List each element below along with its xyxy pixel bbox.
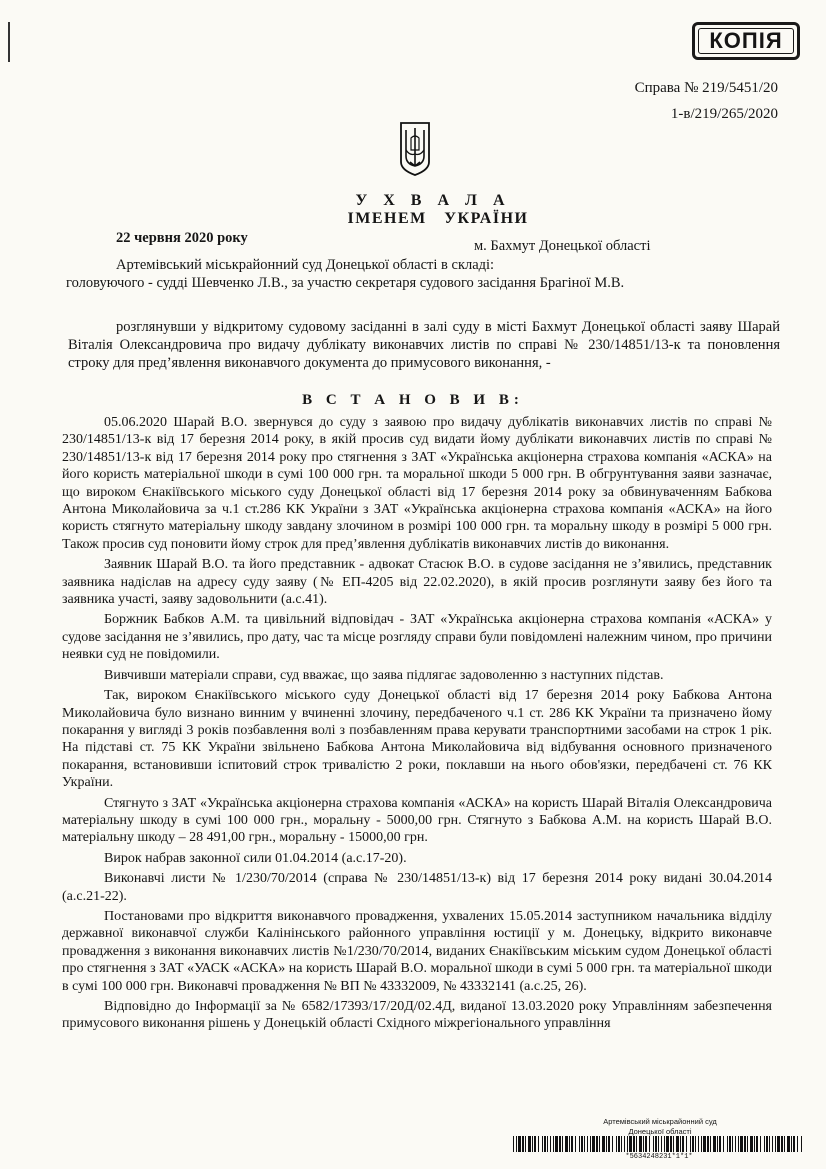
footer-court-line: Артемівський міськрайонний суд [603,1117,717,1126]
copy-stamp: КОПІЯ [692,22,800,60]
paragraph: Так, вироком Єнакіївського міського суду Донецької області від 17 березня 2014 року Бабкова Антона Миколайовича було визнано винним у вчиненні злочину, передбаченого ч.1 ст. 286 КК України та призначено йому покарання у вигляді 3 років позбавлення волі з позбавленням права керувати транспортними засобами на строк 1 рік. На підставі ст. 75 КК України звільнено Бабкова Антона Миколайовича від відбування основного призначеного покарання, встановивши іспитовий строк тривалістю 2 роки, поклавши на нього обов'язки, передбачені ст. 76 КК України. [62,688,772,791]
barcode-number: *5634248231*1*1* [625,1153,693,1161]
paragraph: Виконавчі листи № 1/230/70/2014 (справа № 230/14851/13-к) від 17 березня 2014 року видані 30.04.2014 (а.с.21-22). [62,871,772,904]
considered-block [68,318,780,372]
section-heading: В С Т А Н О В И В: [302,392,524,408]
trident-emblem-icon [398,120,432,176]
decision-date: 22 червня 2020 року [116,230,248,246]
document-type-title: У Х В А Л А [355,192,511,209]
footer-court-line: Донецької області [628,1127,692,1136]
paragraph: Відповідно до Інформації за № 6582/17393/17/20Д/02.4Д, виданої 13.03.2020 року Управлінням забезпечення примусового виконання рішень у Донецькій області Східного міжрегіонального управління [62,999,772,1032]
scan-edge-mark [8,22,10,62]
decision-city: м. Бахмут Донецької області [474,238,651,254]
court-composition [68,256,780,292]
barcode-icon [513,1136,805,1152]
paragraph: Постановами про відкриття виконавчого провадження, ухвалених 15.05.2014 заступником начальника відділу державної виконавчої служби Калінінського районного управління юстиції у м. Донецьку, відкрито виконавче провадження з виконання виконавчих листів №1/230/70/2014, виданих Єнакіївським міським судом Донецької області про стягнення з ЗАТ «УАСК «АСКА» на користь Шарай В.О. моральної шкоди в сумі 5 000 грн. та матеріальної шкоди в сумі 100 000 грн. Виконавчі провадження № ВП № 43332009, № 43332141 (а.с.25, 26). [62,908,772,994]
decision-body [62,414,772,1033]
footer-court-name [565,1117,755,1137]
court-composition-line: головуючого - судді Шевченко Л.В., за участю секретаря судового засідання Брагіної М.В. [66,275,625,291]
paragraph: 05.06.2020 Шарай В.О. звернувся до суду з заявою про видачу дублікатів виконавчих листів по справі № 230/14851/13-к від 17 березня 2014 року, в якій просив суд видати йому дублікати виконавчих листів по справі № 230/14851/13-к від 17 березня 2014 року про стягнення з ЗАТ «Українська акціонерна страхова компанія «АСКА» на його користь матеріальної шкоди в сумі 100 000 грн. та моральної шкоди 5 000 грн. В обгрунтування заяви зазначає, що вироком Єнакіївського міського суду Донецької області від 17 березня 2014 року за обвинуваченням Бабкова Антона Миколайовича за ч.1 ст.286 КК України з ЗАТ «Українська акціонерна страхова компанія «АСКА» на його користь стягнуто матеріальну шкоду завдану злочином в розмірі 100 000 грн. та моральну шкоду в розмірі 5 000 грн. Також просив суд поновити йому строк для пред’явлення дублікатів виконавчих листів до виконання. [62,415,772,552]
paragraph: Вивчивши матеріали справи, суд вважає, що заява підлягає задоволенню з наступних підстав. [104,667,664,683]
case-number: Справа № 219/5451/20 [634,80,778,96]
court-composition-line: Артемівський міськрайонний суд Донецької області в складі: [116,257,495,273]
paragraph: Стягнуто з ЗАТ «Українська акціонерна страхова компанія «АСКА» на користь Шарай Віталія Олександровича матеріальну шкоду в сумі 100 000 грн., моральну - 5000,00 грн. Стягнуто з Бабкова А.М. на користь Шарай В.О. матеріальну шкоду – 28 491,00 грн., моральну - 15000,00 грн. [62,795,772,846]
document-subtitle: ІМЕНЕМ УКРАЇНИ [347,210,529,227]
paragraph: Боржник Бабков А.М. та цивільний відповідач - ЗАТ «Українська акціонерна страхова компанія «АСКА» у судове засідання не з’явились, про дату, час та місце розгляду справи були повідомлені належним чином, про причини неявки суд не повідомили. [62,612,772,663]
considered-text: розглянувши у відкритому судовому засіданні в залі суду в місті Бахмут Донецької області заяву Шарай Віталія Олександровича про видачу дублікату виконавчих листів по справі № 230/14851/13-к та поновлення строку для пред’явлення виконавчого документа до примусового виконання, - [68,319,780,371]
paragraph: Заявник Шарай В.О. та його представник - адвокат Стасюк В.О. в судове засідання не з’явились, представник заявника надіслав на адресу суду заяву (№ ЕП-4205 від 22.02.2020), в якій просив розглянути заяву без його та заявника участі, заяву задовольнити (а.с.41). [62,557,772,608]
paragraph: Вирок набрав законної сили 01.04.2014 (а.с.17-20). [104,850,407,866]
proceeding-number: 1-в/219/265/2020 [670,106,778,122]
